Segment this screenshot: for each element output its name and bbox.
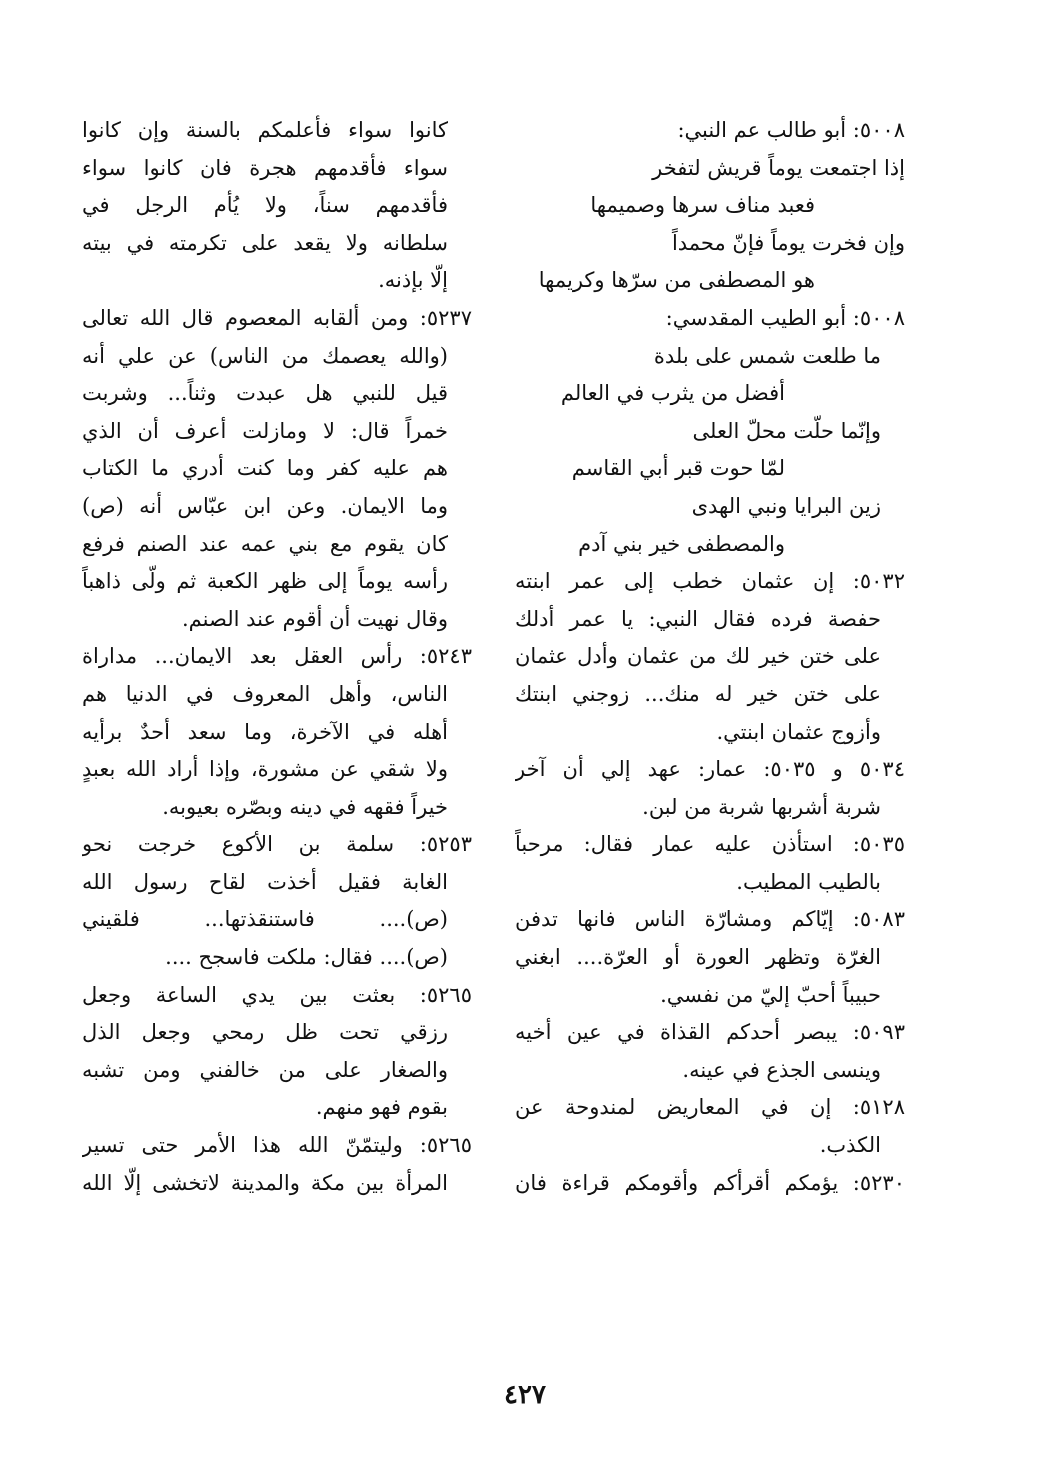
- text-line: كان يقوم مع بني عمه عند الصنم فرفع: [82, 531, 448, 556]
- text-line: قيل للنبي هل عبدت وثناً... وشربت: [82, 381, 448, 406]
- text-line: (ص).... فقال: ملكت فاسجح ....: [165, 945, 448, 970]
- text-line: سواء فأقدمهم هجرة فان كانوا سواء: [82, 155, 448, 180]
- text-line: لمّا حوت قبر أبي القاسم: [571, 456, 785, 481]
- text-line: ٥٢٦٥: بعثت بين يدي الساعة وجعل: [82, 982, 472, 1007]
- text-line: أهله في الآخرة، وما سعد أحدٌ برأيه: [82, 719, 448, 744]
- text-line: حفصة فرده فقال النبي: يا عمر أدلك: [515, 606, 881, 631]
- text-line: ٥٢٣٠: يؤمكم أقرأكم وأقومكم قراءة فان: [515, 1170, 905, 1195]
- text-line: الغابة فقيل أخذت لقاح رسول الله: [82, 869, 448, 894]
- text-line: كانوا سواء فأعلمكم بالسنة وإن كانوا: [82, 118, 448, 142]
- text-line: رزقي تحت ظل رمحي وجعل الذل: [82, 1020, 448, 1045]
- text-line: فأقدمهم سناً، ولا يُأم الرجل في: [82, 193, 448, 218]
- text-line: خمراً قال: لا ومازلت أعرف أن الذي: [82, 418, 448, 443]
- text-line: (والله يعصمك من الناس) عن علي أنه: [82, 343, 448, 368]
- page-number: ٤٢٧: [504, 1380, 546, 1410]
- text-line: سلطانه ولا يقعد على تكرمته في بيته: [82, 230, 448, 255]
- text-line: أفضل من يثرب في العالم: [560, 381, 785, 406]
- text-line: ٥٢٤٣: رأس العقل بعد الايمان... مداراة: [82, 644, 472, 669]
- text-line: وإنّما حلّت محلّ العلى: [692, 418, 881, 443]
- text-line: رأسه يوماً إلى ظهر الكعبة ثم ولّى ذاهباً: [82, 569, 448, 594]
- text-line: فعبد مناف سرها وصميمها: [590, 193, 815, 218]
- text-line: وينسى الجذع في عينه.: [682, 1057, 881, 1082]
- text-line: زين البرايا ونبي الهدى: [691, 493, 881, 518]
- text-line: على ختن خير له منك... زوجني ابنتك: [515, 681, 881, 706]
- text-line: إذا اجتمعت يوماً قريش لتفخر: [652, 155, 905, 180]
- text-line: هم عليه كفر وما كنت أدري ما الكتاب: [82, 456, 448, 481]
- text-line: ٥٠٠٨: أبو طالب عم النبي:: [677, 118, 905, 142]
- text-line: ٥٠٣٥: استأذن عليه عمار فقال: مرحباً: [515, 832, 905, 857]
- text-line: على ختن خير لك من عثمان وأدل عثمان: [515, 644, 881, 669]
- text-line: ولا شقي عن مشورة، وإذا أراد الله بعبدٍ: [82, 757, 448, 782]
- text-line: وقال نهيت أن أقوم عند الصنم.: [182, 606, 448, 631]
- text-line: ٥٠٠٨: أبو الطيب المقدسي:: [665, 305, 905, 330]
- text-line: ٥١٢٨: إن في المعاريض لمندوحة عن: [515, 1095, 905, 1120]
- text-line: ٥٢٣٧: ومن ألقابه المعصوم قال الله تعالى: [82, 305, 472, 330]
- text-line: ٥٠٣٢: إن عثمان خطب إلى عمر ابنته: [515, 569, 905, 594]
- text-line: خيراً فقهه في دينه وبصّره بعيوبه.: [162, 794, 448, 819]
- text-line: الناس، وأهل المعروف في الدنيا هم: [82, 681, 448, 706]
- text-line: وأزوج عثمان ابنتي.: [716, 719, 881, 744]
- text-line: حبيباً أحبّ إليّ من نفسي.: [660, 982, 881, 1007]
- text-line: (ص).... فاستنقذتها... فلقيني: [82, 907, 448, 932]
- text-line: ٥٢٦٥: وليتمّنّ الله هذا الأمر حتى تسير: [82, 1133, 472, 1158]
- text-line: ٥٠٣٤ و ٥٠٣٥: عمار: عهد إلي أن آخر: [515, 757, 905, 782]
- text-line: ٥٢٥٣: سلمة بن الأكوع خرجت نحو: [82, 832, 472, 857]
- text-line: وما الايمان. وعن ابن عبّاس أنه (ص): [82, 493, 448, 518]
- text-line: إلّا بإذنه.: [378, 268, 448, 293]
- text-line: والصغار على من خالفني ومن تشبه: [82, 1057, 448, 1082]
- text-line: والمصطفى خير بني آدم: [578, 531, 785, 556]
- text-line: شربة أشربها شربة من لبن.: [642, 794, 881, 819]
- text-line: بالطيب المطيب.: [736, 869, 881, 894]
- text-line: المرأة بين مكة والمدينة لاتخشى إلّا الله: [82, 1170, 448, 1195]
- text-line: هو المصطفى من سرّها وكريمها: [538, 268, 815, 293]
- left-text-column: [82, 112, 472, 1202]
- text-line: الكذب.: [819, 1133, 881, 1158]
- text-line: ما طلعت شمس على بلدة: [653, 343, 881, 368]
- text-line: ٥٠٩٣: يبصر أحدكم القذاة في عين أخيه: [515, 1020, 905, 1045]
- text-line: الغرّة وتظهر العورة أو العرّة.... ابغني: [515, 945, 881, 970]
- text-line: بقوم فهو منهم.: [315, 1095, 448, 1120]
- right-text-column: [515, 112, 905, 1202]
- text-line: وإن فخرت يوماً فإنّ محمداً: [671, 230, 905, 255]
- text-line: ٥٠٨٣: إيّاكم ومشارّة الناس فانها تدفن: [515, 907, 905, 932]
